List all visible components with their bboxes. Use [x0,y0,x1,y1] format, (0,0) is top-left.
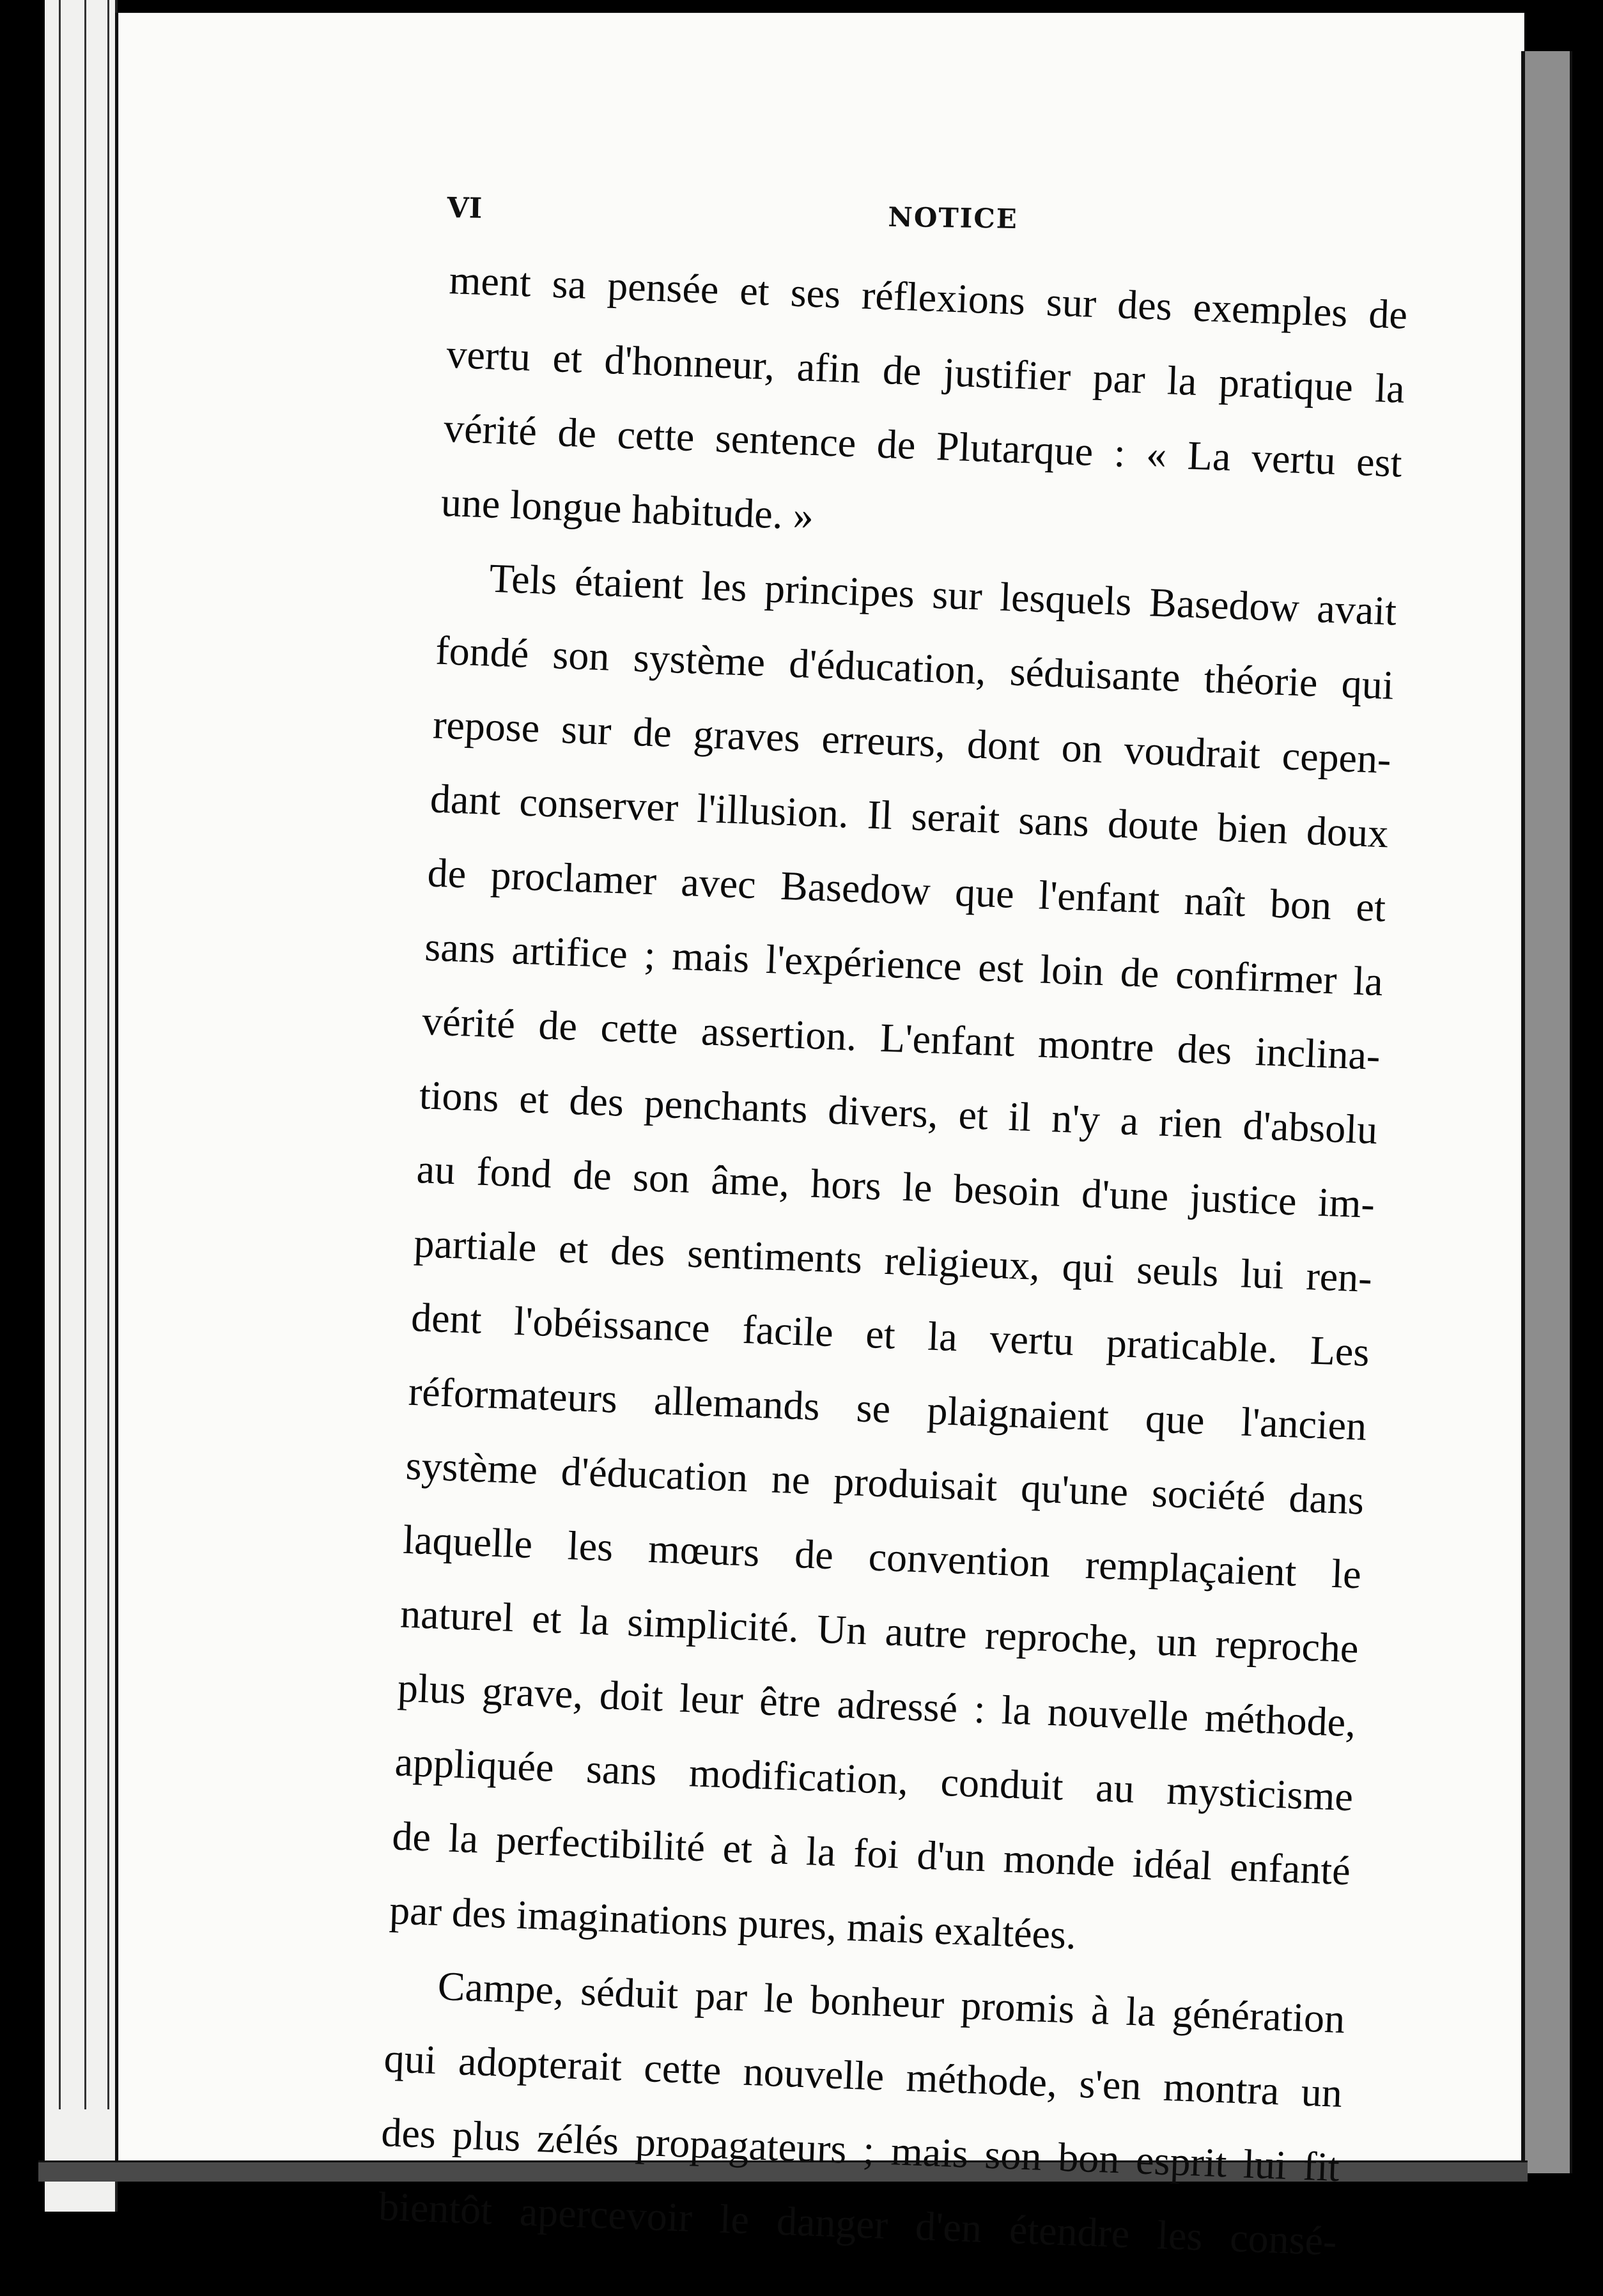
text-line: des plus zélés propagateurs ; mais son bon esprit lui fit [380,2109,1340,2190]
running-title: NOTICE [888,201,1019,235]
body-text [377,243,1409,2279]
text-line: dant conserver l'illusion. Il serait sans doute bien doux [429,775,1390,857]
text-line: par des imaginations pures, mais exaltées. [389,1887,1078,1958]
text-line: au fond de son âme, hors le besoin d'une justice im- [415,1146,1376,1227]
text-line: réformateurs allemands se plaignaient que l'ancien [407,1368,1368,1449]
text-line: laquelle les mœurs de convention remplaçaient le [402,1516,1362,1597]
text-line: vérité de cette sentence de Plutarque : « La vertu est [443,405,1403,486]
text-line: plus grave, doit leur être adressé : la nouvelle méthode, [396,1664,1357,1746]
text-line: dent l'obéissance facile et la vertu praticable. Les [410,1294,1370,1375]
binding-rule [59,0,61,2109]
text-line: Tels étaient les principes sur lesquels Basedow avait [488,555,1398,634]
text-line: partiale et des sentiments religieux, qui seuls lui ren- [413,1220,1373,1301]
book-binding [45,0,118,2212]
text-line: naturel et la simplicité. Un autre reproche, un reproche [399,1590,1359,1672]
text-line: système d'éducation ne produisait qu'une société dans [405,1442,1365,1523]
text-line: vertu et d'honneur, afin de justifier par la pratique la [445,330,1406,412]
binding-rule [84,0,86,2109]
text-line: une longue habitude. » [440,479,815,539]
text-line: tions et des penchants divers, et il n'y a rien d'absolu [418,1072,1379,1153]
text-line: repose sur de graves erreurs, dont on voudrait cepen- [432,701,1392,782]
text-line: ment sa pensée et ses réflexions sur des exemples de [448,256,1409,337]
text-line: bientôt apercevoir le danger d'en étendre les consé- [378,2183,1338,2264]
text-line: fondé son système d'éducation, séduisante théorie qui [435,627,1395,708]
text-line: appliquée sans modification, conduit au mysticisme [394,1739,1354,1820]
text-line: sans artifice ; mais l'expérience est loin de confirmer la [424,924,1384,1005]
text-line: qui adopterait cette nouvelle méthode, s'en montra un [383,2035,1344,2116]
text-line: Campe, séduit par le bonheur promis à la génération [437,1963,1346,2042]
binding-rule [107,0,109,2109]
text-line: vérité de cette assertion. L'enfant montre des inclina- [421,998,1381,1079]
text-line: de proclamer avec Basedow que l'enfant naît bon et [426,849,1387,931]
right-page-gutter [1521,51,1572,2173]
text-line: de la perfectibilité et à la foi d'un monde idéal enfanté [391,1813,1351,1894]
page-number: VI [447,192,483,225]
